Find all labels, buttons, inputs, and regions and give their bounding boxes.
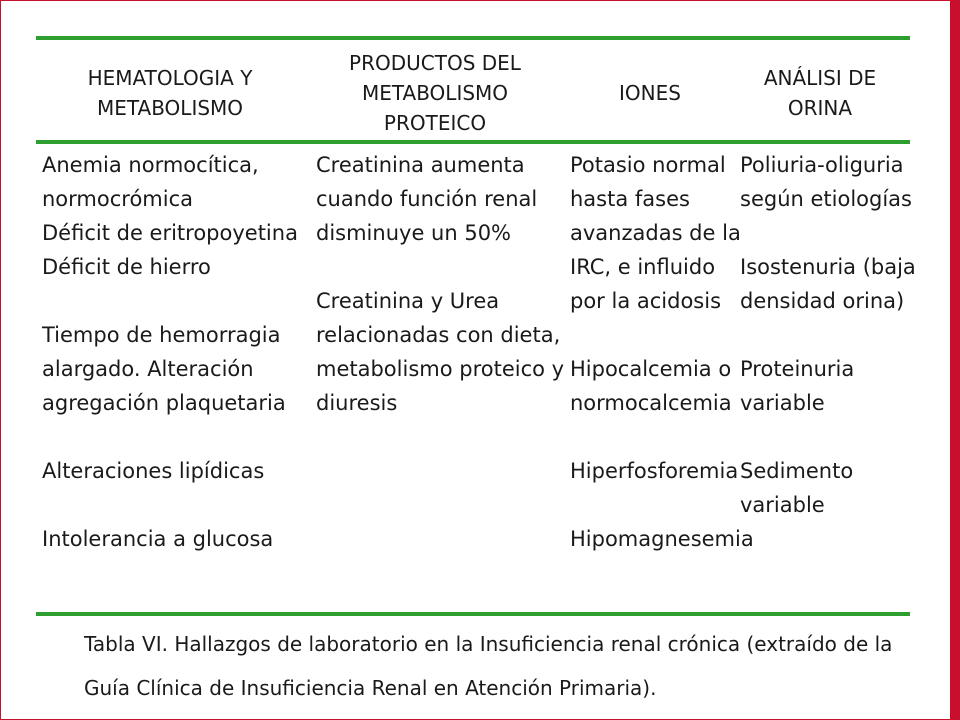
table-cell-line: densidad orina)	[740, 289, 905, 313]
table-cell-line	[570, 318, 738, 352]
caption-line-2: Guía Clínica de Insuficiencia Renal en Atención Primaria).	[84, 676, 657, 700]
table-cell-line	[740, 420, 908, 454]
table-cell-line: Déficit de eritropoyetina	[42, 221, 298, 245]
table-cell-line: Anemia normocítica,	[42, 153, 259, 177]
slide-frame-right-edge	[950, 0, 960, 720]
table-cell-line	[570, 420, 738, 454]
table-cell-line: diuresis	[316, 391, 398, 415]
table-cell-line: Proteinuria	[740, 357, 855, 381]
table-cell-line: Hiperfosforemia	[570, 459, 739, 483]
table-cell-line: Isostenuria (baja	[740, 255, 916, 279]
table-cell-line	[740, 216, 908, 250]
table-cell-line	[42, 284, 310, 318]
table-cell-line	[316, 250, 566, 284]
table-cell-line: avanzadas de la	[570, 221, 741, 245]
table-cell-line: variable	[740, 391, 825, 415]
column-analisis-orina	[740, 148, 916, 522]
table-cell-line: según etiologías	[740, 187, 912, 211]
header-hematologia: HEMATOLOGIA Y METABOLISMO	[87, 66, 253, 120]
table-cell-line: hasta fases	[570, 187, 690, 211]
table-cell-line: Tiempo de hemorragia	[42, 323, 281, 347]
column-productos-metabolismo	[316, 148, 566, 420]
table-cell-line: por la acidosis	[570, 289, 722, 313]
table-cell-line: alargado. Alteración	[42, 357, 254, 381]
table-cell-line	[42, 488, 310, 522]
table-cell-line: Hipocalcemia o	[570, 357, 732, 381]
table-cell-line: normocrómica	[42, 187, 193, 211]
table-cell-line	[570, 488, 738, 522]
table-cell-line: agregación plaquetaria	[42, 391, 286, 415]
table-cell-line: Déficit de hierro	[42, 255, 211, 279]
column-iones	[570, 148, 754, 556]
table-cell-line: cuando función renal	[316, 187, 538, 211]
caption-line-1: Tabla VI. Hallazgos de laboratorio en la Insuficiencia renal crónica (extraído de la	[84, 632, 893, 656]
table-cell-line: disminuye un 50%	[316, 221, 512, 245]
table-cell-line: Creatinina aumenta	[316, 153, 525, 177]
header-productos-metabolismo: PRODUCTOS DEL METABOLISMO PROTEICO	[349, 51, 521, 135]
table-cell-line: Poliuria-oliguria	[740, 153, 904, 177]
table-cell-line: relacionadas con dieta,	[316, 323, 561, 347]
table-cell-line: Potasio normal	[570, 153, 726, 177]
table-cell-line: Creatinina y Urea	[316, 289, 500, 313]
table-cell-line: variable	[740, 493, 825, 517]
table-cell-line: IRC, e influido	[570, 255, 716, 279]
table-header-rule	[36, 140, 910, 144]
table-bottom-rule	[36, 612, 910, 616]
header-iones: IONES	[619, 81, 681, 105]
table-top-rule	[36, 36, 910, 40]
table-cell-line: Intolerancia a glucosa	[42, 527, 274, 551]
header-analisis-orina: ANÁLISI DE ORINA	[763, 66, 877, 120]
table-cell-line: normocalcemia	[570, 391, 732, 415]
table-cell-line: Hipomagnesemia	[570, 527, 754, 551]
table-cell-line	[740, 318, 908, 352]
table-cell-line: metabolismo proteico y	[316, 357, 565, 381]
table-cell-line: Sedimento	[740, 459, 854, 483]
table-caption	[84, 622, 904, 710]
column-hematologia	[42, 148, 310, 556]
table-cell-line	[42, 420, 310, 454]
table-cell-line: Alteraciones lipídicas	[42, 459, 265, 483]
